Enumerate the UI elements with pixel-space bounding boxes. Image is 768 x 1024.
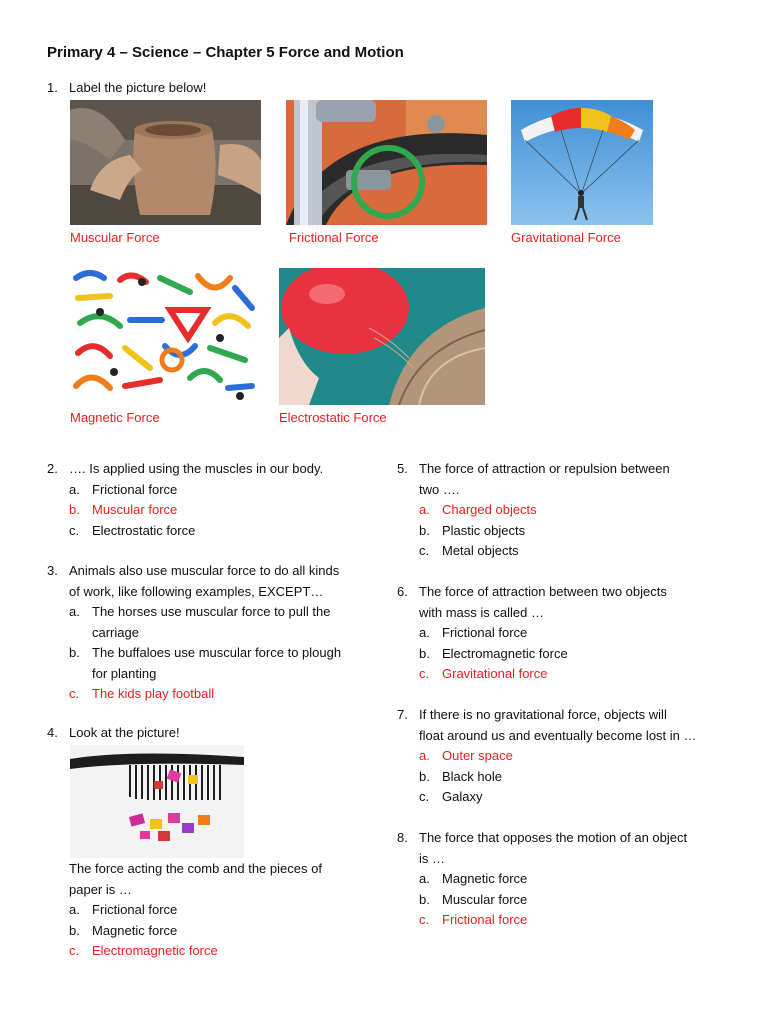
option-b-answer: b. Muscular force bbox=[69, 502, 178, 517]
option-a-answer: a. Outer space bbox=[419, 748, 513, 763]
comb-paper-image bbox=[70, 745, 244, 858]
question-number: 1. bbox=[47, 80, 58, 95]
question-number: 3. bbox=[47, 563, 58, 578]
option-b: b. Muscular force bbox=[419, 891, 528, 907]
question-number: 2. bbox=[47, 461, 58, 476]
question-text: Look at the picture! bbox=[69, 725, 180, 740]
option-a: a. Frictional force bbox=[69, 481, 178, 497]
question-text-line-1: The force that opposes the motion of an object bbox=[419, 830, 688, 845]
option-a-answer: a. Charged objects bbox=[419, 502, 537, 517]
question-text-line-1: Animals also use muscular force to do all kinds bbox=[69, 563, 340, 578]
question-text-line-2: float around us and eventually become lost in … bbox=[419, 727, 697, 743]
question-number: 4. bbox=[47, 725, 58, 740]
option-c-answer: c. The kids play football bbox=[69, 686, 215, 701]
option-c: c. Metal objects bbox=[419, 543, 519, 558]
option-b: b. Magnetic force bbox=[69, 922, 178, 938]
option-c: c. Electrostatic force bbox=[69, 522, 196, 538]
option-b-continued: for planting bbox=[92, 665, 157, 681]
option-a: a. Frictional force bbox=[69, 902, 178, 917]
option-b: b. The buffaloes use muscular force to plough bbox=[69, 645, 342, 660]
option-a: a. Frictional force bbox=[419, 625, 528, 640]
question-text-line-2: is … bbox=[419, 850, 445, 866]
question-text-line-1: The force of attraction between two objects bbox=[419, 584, 667, 599]
question-text: …. Is applied using the muscles in our body. bbox=[69, 461, 324, 476]
option-a: a. Magnetic force bbox=[419, 871, 528, 886]
option-c-answer: c. Gravitational force bbox=[419, 666, 548, 681]
question-number: 7. bbox=[397, 707, 408, 722]
option-c: c. Galaxy bbox=[419, 789, 483, 804]
page-title: Primary 4 – Science – Chapter 5 Force and Motion bbox=[47, 44, 404, 61]
option-b: b. Electromagnetic force bbox=[419, 645, 568, 661]
question-text-line-1: The force of attraction or repulsion between bbox=[419, 461, 670, 476]
question-number: 6. bbox=[397, 584, 408, 599]
option-a: a. The horses use muscular force to pull the bbox=[69, 604, 331, 619]
question-text-line-2: with mass is called … bbox=[419, 604, 544, 620]
bike-brake-image bbox=[286, 100, 487, 225]
pottery-image bbox=[70, 100, 261, 225]
question-text-line-2: of work, like following examples, EXCEPT… bbox=[69, 583, 324, 599]
caption-muscular-force: Muscular Force bbox=[70, 230, 160, 245]
option-c-answer: c. Electromagnetic force bbox=[69, 943, 218, 958]
caption-frictional-force: Frictional Force bbox=[289, 230, 379, 245]
option-c-answer: c. Frictional force bbox=[419, 912, 528, 927]
option-a-continued: carriage bbox=[92, 624, 139, 640]
question-text-line-1: If there is no gravitational force, objects will bbox=[419, 707, 667, 722]
parachute-image bbox=[511, 100, 653, 225]
caption-magnetic-force: Magnetic Force bbox=[70, 410, 160, 425]
question-text-line-2: paper is … bbox=[69, 881, 132, 897]
caption-gravitational-force: Gravitational Force bbox=[511, 230, 621, 245]
caption-electrostatic-force: Electrostatic Force bbox=[279, 410, 387, 425]
question-number: 5. bbox=[397, 461, 408, 476]
question-text-line-1: The force acting the comb and the pieces of bbox=[69, 861, 322, 876]
option-b: b. Black hole bbox=[419, 768, 502, 784]
balloon-hair-image bbox=[279, 268, 485, 405]
question-text: Label the picture below! bbox=[69, 80, 207, 95]
question-number: 8. bbox=[397, 830, 408, 845]
question-text-line-2: two …. bbox=[419, 481, 460, 497]
magnetic-toys-image bbox=[70, 268, 256, 405]
option-b: b. Plastic objects bbox=[419, 522, 526, 538]
